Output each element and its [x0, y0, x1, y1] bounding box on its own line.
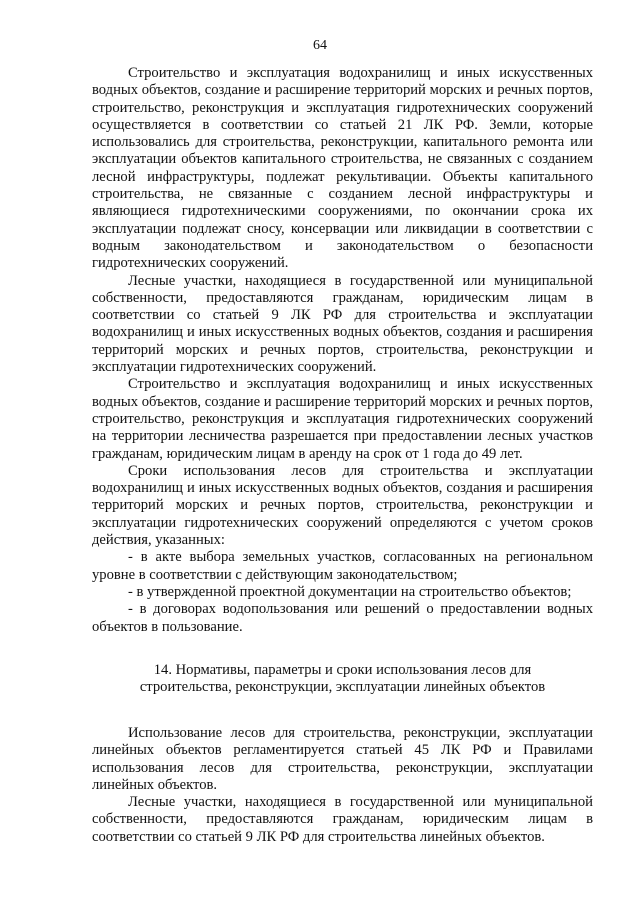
section-heading-line-2: строительства, реконструкции, эксплуатации линейных объектов [139, 679, 546, 696]
list-item: - в утвержденной проектной документации на строительство объектов; [128, 583, 572, 600]
paragraph-usage-periods: Сроки использования лесов для строительства и эксплуатации водохранилищ и иных искусственных водных объектов, создания и расширения территорий морских и речных портов, строительства, реконструкции и эксплуатации гидротехнических сооружений определяются с учетом сроков действия, указанных: [92, 462, 593, 549]
list-item: - в акте выбора земельных участков, согласованных на региональном уровне в соответствии с действующим законодательством; [92, 549, 593, 583]
page-number: 64 [313, 38, 327, 53]
list-item: - в договорах водопользования или решений о предоставлении водных объектов в пользование. [92, 601, 593, 635]
document-body [92, 65, 593, 846]
paragraph-hydro-construction: Строительство и эксплуатация водохранилищ и иных искусственных водных объектов, создание и расширение территорий морских и речных портов, строительство, реконструкция и эксплуатация гидротехнических сооружений осуществляется в соответствии со статьей 21 ЛК РФ. Земли, которые использовались для строительства, реконструкции, капитального ремонта или эксплуатации объектов капитального строительства, не связанных с созданием лесной инфраструктуры, подлежат рекультивации. Объекты капитального строительства, не связанные с созданием лесной инфраструктуры и являющиеся гидротехническими сооружениями, по окончании срока их эксплуатации подлежат сносу, консервации или ликвидации в соответствии с водным законодательством и законодательством о безопасности гидротехнических сооружений. [92, 65, 593, 272]
paragraph-linear-objects-provision: Лесные участки, находящиеся в государственной или муниципальной собственности, предоставляются гражданам, юридическим лицам в соответствии со статьей 9 ЛК РФ для строительства линейных объектов. [92, 794, 593, 845]
paragraph-lease-terms: Строительство и эксплуатация водохранилищ и иных искусственных водных объектов, создание и расширение территорий морских и речных портов, строительство, реконструкция и эксплуатация гидротехнических сооружений на территории лесничества разрешается при предоставлении лесных участков гражданам, юридическим лицам в аренду на срок от 1 года до 49 лет. [92, 376, 593, 462]
paragraph-linear-objects-usage: Использование лесов для строительства, реконструкции, эксплуатации линейных объектов регламентируется статьей 45 ЛК РФ и Правилами использования лесов для строительства, реконструкции, эксплуатации линейных объектов. [92, 724, 593, 793]
section-heading-line-1: 14. Нормативы, параметры и сроки использования лесов для [153, 661, 532, 678]
paragraph-forest-plots-provision: Лесные участки, находящиеся в государственной или муниципальной собственности, предоставляются гражданам, юридическим лицам в соответствии со статьей 9 ЛК РФ для строительства и эксплуатации водохранилищ и иных искусственных водных объектов, создания и расширения территорий морских и речных портов, строительства, реконструкции и эксплуатации гидротехнических сооружений. [92, 272, 593, 376]
section-heading [92, 662, 593, 697]
